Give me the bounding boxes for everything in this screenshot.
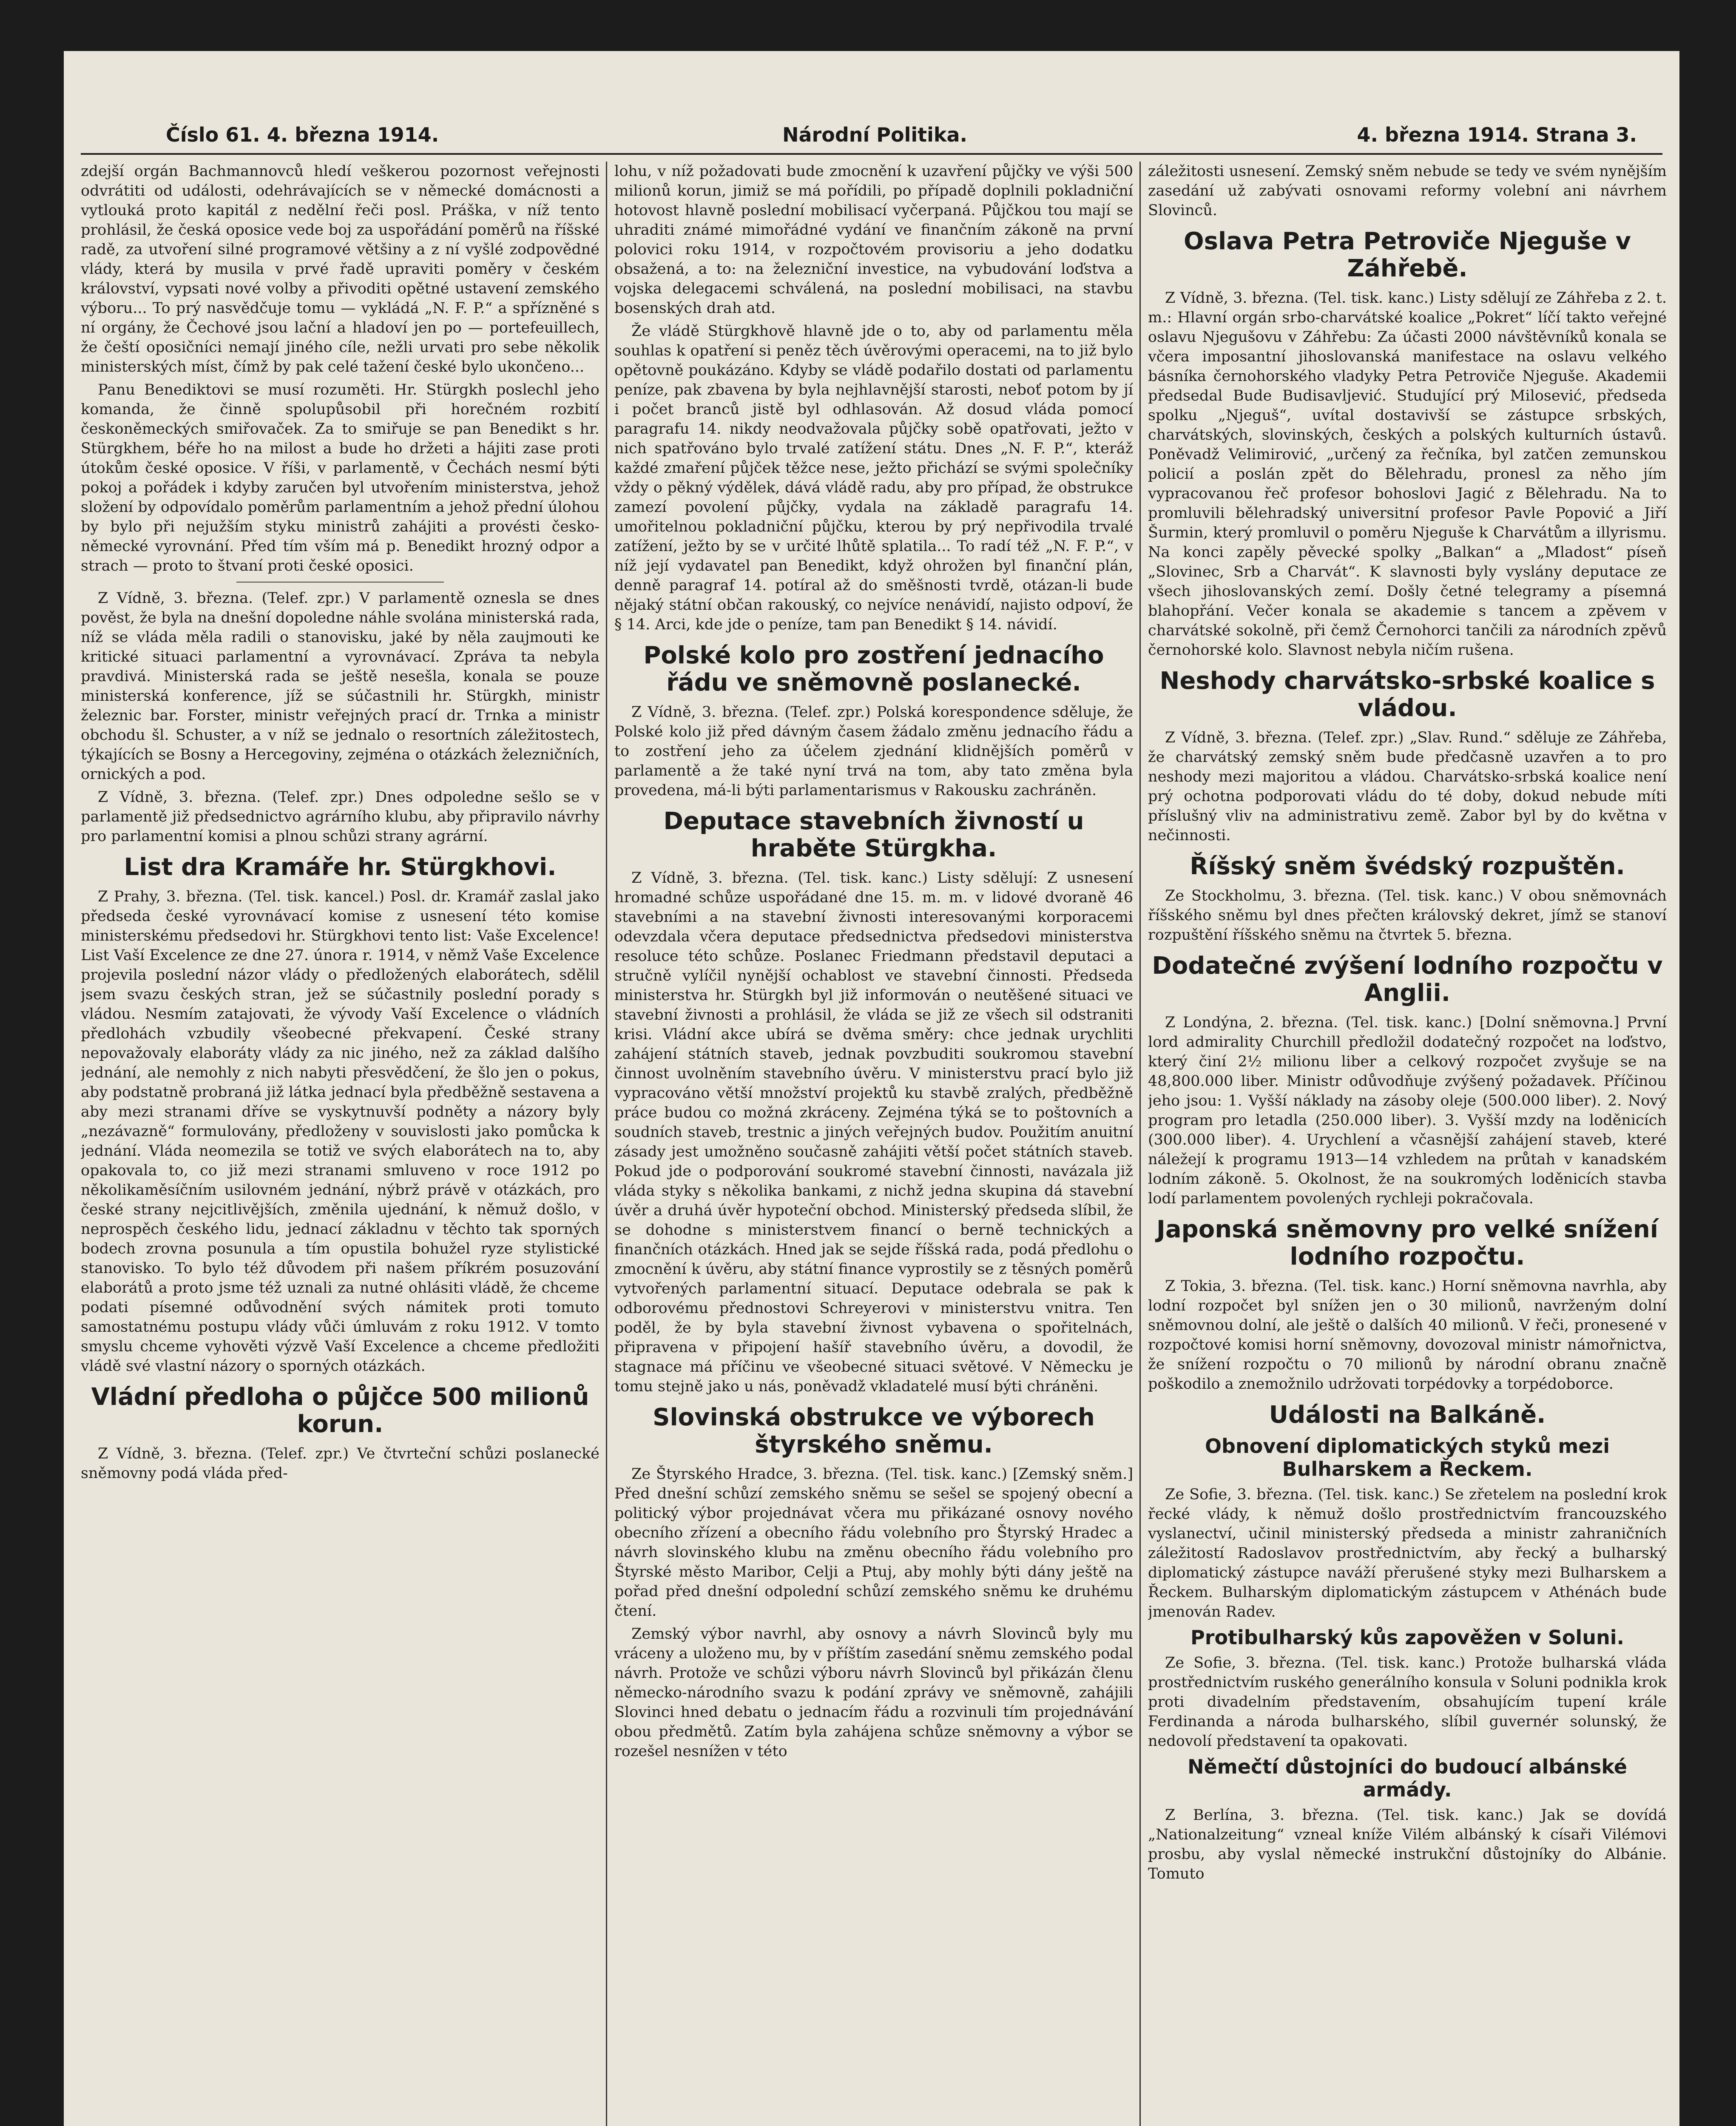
headline-japonska: Japonská sněmovny pro velké snížení lodního rozpočtu. [1156, 1216, 1658, 1270]
newspaper-page [64, 51, 1679, 2126]
headline-kramar: List dra Kramáře hr. Stürgkhovi. [124, 853, 557, 881]
headline-dodatecne: Dodatečné zvýšení lodního rozpočtu v Anglii. [1152, 952, 1663, 1007]
article-paragraph: Ze Sofie, 3. března. (Tel. tisk. kanc.) Se zřetelem na poslední krok řecké vlády, k němuž došlo prostřednictvím francouzského vyslanectví, učinil ministerský předseda a ministr zahraničních záležitostí Radoslavov prostřednictvím, aby řecký a bulharský diplomatický zástupce naváží přerušené styky mezi Bulharskem a Řeckem. Bulharským diplomatickým zástupcem v Athénách bude jmenován Radev. [1148, 1486, 1667, 1620]
headline-predloha: Vládní předloha o půjčce 500 milionů korun. [91, 1383, 589, 1438]
page-number: 4. března 1914. Strana 3. [1357, 123, 1637, 146]
newspaper-title: Národní Politika. [782, 123, 968, 146]
column-divider [606, 162, 607, 2126]
article-paragraph: Z Prahy, 3. března. (Tel. tisk. kancel.) Posl. dr. Kramář zaslal jako předseda české vyrovnávací komise z usnesení této komise ministerskému předsedovi hr. Stürgkhovi tento list: Vaše Excelence! List Vaší Excelence ze dne 27. února r. 1914, v němž Vaše Excelence projevila poslední názor vlády o předložených elaborátech, sdělil jsem svazu českých stran, jež se súčastnily poslední porady s vládou. Nesmím zatajovati, že vývody Vaší Excelence o vládních předlohách vzbudily všeobecné překvapení. České strany nepovažovaly elaboráty vlády za nic jiného, než za základ dalšího jednání, ale nemohly z nich nabyti přesvědčení, že šlo jen o pokus, aby podstatně probraná již látka jednací byla předběžně sestavena a aby mezi stranami dříve se vyskytnuvší podněty a názory byly „nezávazně“ formulovány, předloženy v souvislosti jako pomůcka k jednání. Vláda neomezila se totiž ve svých elaborátech na to, aby opakovala to, co již mezi stranami smluveno v roce 1912 po několikaměsíčním usilovném jednání, nýbrž právě v otázkách, pro české strany nejcitlivějších, změnila ujednání, k němuž došlo, v neprospěch českého lidu, jednací základnu v těchto tak sporných bodech zrovna posunula a tím opustila bohužel ryze stylistické stanovisko. To bylo též důvodem při našem příkrém posuzování elaborátů a proto jsme též uznali za nutné ohlásiti vládě, že chceme podati písemné odůvodnění svých námitek proti tomuto samostatnému postupu vlády vůči úmluvám z roku 1912. V tomto smyslu chceme vyhověti výzvě Vaší Excelence a chceme předložiti vládě své vlastní názory o sporných otázkách. [81, 888, 600, 1375]
article-paragraph: záležitosti usnesení. Zemský sněm nebude se tedy ve svém nynějším zasedání už zabývati osnovami reformy volební ani návrhem Slovinců. [1148, 163, 1667, 219]
subheadline-nemecti: Němečtí důstojníci do budoucí albánské armády. [1188, 1755, 1627, 1801]
article-paragraph: Z Vídně, 3. března. (Telef. zpr.) Polská korespondence sděluje, že Polské kolo již před dávným časem žádalo změnu jednacího řádu a to zostření jeho za účelem zjednání klidnějších poměrů v parlamentě a že také nyní trvá na tom, aby tato změna byla provedena, má-li býti parlamentarismus v Rakousku zachráněn. [614, 704, 1133, 799]
subheadline-protibulharsky: Protibulharský kůs zapověžen v Soluni. [1190, 1626, 1624, 1649]
article-paragraph: Z Vídně, 3. března. (Telef. zpr.) Ve čtvrteční schůzi poslanecké sněmovny podá vláda před- [81, 1445, 600, 1482]
headline-neshody: Neshody charvátsko-srbské koalice s vládou. [1159, 667, 1655, 722]
headline-rissky-snem: Říšský sněm švédský rozpuštěn. [1190, 853, 1625, 880]
article-paragraph: Z Vídně, 3. března. (Telef. zpr.) „Slav. Rund.“ sděluje ze Záhřeba, že charvátský zemský sněm bude předčasně uzavřen a to pro neshody mezi majoritou a vládou. Charvátsko-srbská koalice není prý ochotna podporovati vládu do té doby, dokud nebude míti příslušný vliv na administrativu země. Zabor byl by do května v nečinnosti. [1148, 729, 1667, 844]
divider [236, 582, 444, 583]
headline-udalosti: Události na Balkáně. [1269, 1401, 1546, 1429]
article-paragraph: Zemský výbor navrhl, aby osnovy a návrh Slovinců byly mu vráceny a uloženo mu, by v příštím zasedání sněmu zemského podal návrh. Protože ve schůzi výboru návrh Slovinců byl přikázán členu německo-národního svazu k podání zprávy ve sněmovně, zahájili Slovinci hned debatu o jednacím řádu a rozvinuli tím projednávání obou předmětů. Zatím byla zahájena schůze sněmovny a výbor se rozešel nesnížen v této [614, 1626, 1133, 1760]
column-1 [81, 162, 600, 2126]
article-paragraph: Z Berlína, 3. března. (Tel. tisk. kanc.) Jak se dovídá „Nationalzeitung“ vzneal kníže Vilém albánský k císaři Vilémovi prosbu, aby vyslal německé instrukční důstojníky do Albánie. Tomuto [1148, 1807, 1667, 1882]
headline-polske-kolo: Polské kolo pro zostření jednacího řádu ve sněmovně poslanecké. [643, 642, 1104, 696]
headline-slovinska: Slovinská obstrukce ve výborech štyrského sněmu. [653, 1404, 1095, 1458]
article-paragraph: Z Vídně, 3. března. (Tel. tisk. kanc.) Listy sdělují: Z usnesení hromadné schůze uspořádané dne 15. m. m. v lidové dvoraně 46 stavebními a na stavební živnosti interesovanými korporacemi odevzdala včera deputace předsednictva předsedovi ministerstva resoluce této schůze. Poslanec Friedmann představil deputaci a stručně vylíčil nynější ochablost ve stavební činnosti. Předseda ministerstva hr. Stürgkh byl již informován o neutěšené situaci ve stavební živnosti a prohlásil, že vláda se již ze všech sil odstraniti krisi. Vládní akce ubírá se dvěma směry: chce jednak urychliti zahájení státních staveb, jednak povzbuditi soukromou stavební činnost uvolněním stavebního úvěru. V ministerstvu prací bylo již vypracováno větší množství projektů ku stavbě zralých, předběžně práce budou co možná zkráceny. Zejména týká se to poštovních a soudních staveb, trestnic a jiných veřejných budov. Použitím anuitní zásady jest umožněno současně zahájiti větší počet státních staveb. Pokud jde o podporování soukromé stavební činnosti, navázala již vláda styky s několika bankami, z nichž jedna skupina dá stavební úvěr a druhá úvěr hypoteční obchod. Ministerský předseda slíbil, že se dohodne s ministerstvem financí o berně technických a finančních otázkách. Hned jak se sejde říšská rada, podá předlohu o zmocnění k úvěru, aby státní finance vyprostily se z těsných poměrů vytvořených parlamentní situací. Deputace odebrala se pak k odborovému přednostovi Schreyerovi v ministerstvu vnitra. Ten poděl, že by byla stavební živnost vybavena o spořitelnách, připravena v připojení hašíř stavebního úvěru, a dovodil, že stagnace má příčinu ve všeobecné situaci světové. V Německu je tomu stejně jako u nás, poněvadž vkladatelé musí býti chráněni. [614, 870, 1133, 1395]
article-paragraph: Z Vídně, 3. března. (Telef. zpr.) Dnes odpoledne sešlo se v parlamentě již předsednictvo agrárního klubu, aby připravilo návrhy pro parlamentní komisi a plnou schůzi strany agrární. [81, 789, 600, 845]
article-paragraph: Panu Benediktovi se musí rozuměti. Hr. Stürgkh poslechl jeho komanda, že činně spolupůsobil při horečném rozbití českoněmeckých smiřovaček. Za to smiřuje se pan Benedikt s hr. Stürgkhem, béře ho na milost a bude ho držeti a hájiti zase proti útokům české oposice. V říši, v parlamentě, v Čechách nesmí býti pokoj a pořádek i kdyby zaručen byl utvořením ministerstva, jehož složení by odpovídalo poměrům parlamentním a jehož přední úlohou by bylo při nejužším styku ministrů zahájiti a provésti česko-německé vyrovnání. Před tím vším má p. Benedikt hrozný odpor a strach — proto to štvaní proti české oposici. [81, 381, 600, 574]
column-3 [1148, 162, 1667, 2126]
issue-number: Číslo 61. 4. března 1914. [166, 123, 439, 146]
article-paragraph: Ze Štyrského Hradce, 3. března. (Tel. tisk. kanc.) [Zemský sněm.] Před dnešní schůzí zemského sněmu se sešel se spojený obecní a politický výbor projednávat včera mu přikázané osnovy nového obecního zřízení a obecního řádu volebního pro Štyrský Hradec a návrh slovinského klubu na změnu obecního řádu volebního pro Štyrské město Maribor, Celji a Ptuj, aby mohly býti dány ještě na pořad před dnešní odpolední schůzí zemského sněmu ke druhému čtení. [614, 1466, 1133, 1620]
headline-oslava: Oslava Petra Petroviče Njeguše v Záhřebě. [1184, 227, 1631, 282]
article-paragraph: zdejší orgán Bachmannovců hledí veškerou pozornost veřejnosti odvrátiti od události, odehrávajících se v německé domácnosti a vytlouká proto kapitál z nedělní řeči posl. Práška, v níž tento prohlásil, že česká oposice vede boj za uspořádání poměrů na říšské radě, za utvoření silné programové většiny a z ní vyšlé zodpovědné vlády, která by musila v prvé řadě upraviti poměry v českém království, vypsati nové volby a přivoditi opětné ustavení zemského výboru... To prý nasvědčuje tomu — vykládá „N. F. P.“ a spřízněné s ní orgány, že Čechové jsou lační a hladoví jen po — portefeuillech, že čeští oposičníci nemají jiného cíle, nežli urvati pro sebe několik ministerských míst, čímž by pak celé tažení české bylo ukončeno... [81, 163, 600, 375]
article-paragraph: Z Londýna, 2. března. (Tel. tisk. kanc.) [Dolní sněmovna.] První lord admirality Churchill předložil dodatečný rozpočet na loďstvo, který činí 2½ milionu liber a celkový rozpočet zvyšuje se na 48,800.000 liber. Ministr odůvodňuje zvýšený požadavek. Příčinou jeho jsou: 1. Vyšší náklady na zásoby oleje (500.000 liber). 2. Nový program pro letadla (250.000 liber). 3. Vyšší mzdy na loděnicích (300.000 liber). 4. Urychlení a včasnější zahájení staveb, které náležejí k programu 1913—14 vzhledem na průtah v kanadském lodním zákoně. 5. Okolnost, že na soukromých loděnicích stavba lodí parlamentem povolených rychleji pokračovala. [1148, 1014, 1667, 1207]
page-header [81, 115, 1662, 155]
article-paragraph: Z Vídně, 3. března. (Telef. zpr.) V parlamentě oznesla se dnes pověst, že byla na dnešní dopoledne náhle svolána ministerská rada, níž se vláda měla radili o stanovisku, jaké by něla zaujmouti ke kritické situaci parlamentní a vyrovnávací. Zpráva ta nebyla pravdivá. Ministerská rada se ještě nesešla, konala se pouze ministerská konference, jíž se súčastnili hr. Stürgkh, ministr železnic bar. Forster, ministr veřejných prací dr. Trnka a ministr obchodu šl. Schuster, a v níž se jednalo o resortních záležitostech, týkajících se Bosny a Hercegoviny, zejména o otázkách železničních, ornických a pod. [81, 590, 600, 783]
article-paragraph: Že vládě Stürgkhově hlavně jde o to, aby od parlamentu měla souhlas k opatření si peněz těch úvěrovými operacemi, na to již bylo opětovně poukázáno. Kdyby se vládě podařilo dostati od parlamentu peníze, pak zbavena by byla nejhlavnější starosti, neboť potom by jí i počet branců jistě byl odhlasován. Až dosud vláda pomocí paragrafu 14. nikdy neodvažovala půjčky sobě opatřovati, ježto v nich spatřováno bylo trvalé zatížení státu. Dnes „N. F. P.“, kteráž každé zmaření půjček těžce nese, ježto přichází se svými společníky vždy o pěkný výdělek, dává vládě radu, aby pro případ, že obstrukce zamezí povolení půjčky, vydala na základě paragrafu 14. umořitelnou pokladniční půjčku, kterou by prý nepřivodila trvalé zatížení, ježto by se v určité lhůtě splatila... To radí též „N. F. P.“, v níž její vydavatel pan Benedikt, když ohrožen byl finanční plán, denně paragraf 14. potíral až do směšnosti tvrdě, otázan-li bude nějaký státní občan rakouský, co nejvíce nenávidí, najisto odpoví, že § 14. Arci, kde jde o peníze, tam pan Benedikt § 14. návidí. [614, 323, 1133, 633]
headline-deputace: Deputace stavebních živností u hraběte Stürgkha. [663, 807, 1084, 862]
subheadline-obnoveni: Obnovení diplomatických styků mezi Bulharskem a Řeckem. [1205, 1435, 1610, 1481]
article-paragraph: Ze Sofie, 3. března. (Tel. tisk. kanc.) Protože bulharská vláda prostřednictvím ruského generálního konsula v Soluni podnikla krok proti divadelním představením, obsahujícím tupení krále Ferdinanda a národa bulharského, slíbil guvernér solunský, že nedovolí představení ta opakovati. [1148, 1654, 1667, 1750]
article-paragraph: Z Tokia, 3. března. (Tel. tisk. kanc.) Horní sněmovna navrhla, aby lodní rozpočet byl snížen jen o 30 milionů, navrženým dolní sněmovnou dolní, ale ještě o dalších 40 milionů. V řeči, pronesené v rozpočtové komisi horní sněmovny, dovozoval ministr námořnictva, že snížení rozpočtu o 70 milionů by národní obranu značně poškodilo a znemožnilo udržovati torpédovky a torpédoborce. [1148, 1278, 1667, 1393]
column-divider [1139, 162, 1141, 2126]
article-paragraph: lohu, v níž požadovati bude zmocnění k uzavření půjčky ve výši 500 milionů korun, jimiž se má pořídili, po případě doplnili pokladniční hotovost hlavně poslední mobilisací vyčerpaná. Půjčkou tou mají se uhraditi známé mimořádné vydání ve finančním zákoně na první polovici roku 1914, v rozpočtovém provisoriu a jeho dodatku obsažená, a to: na železniční investice, na vybudování loďstva a vojska delegacemi schválená, na poslední mobilisaci, na stavbu bosenských drah atd. [614, 163, 1133, 317]
article-paragraph: Z Vídně, 3. března. (Tel. tisk. kanc.) Listy sdělují ze Záhřeba z 2. t. m.: Hlavní orgán srbo-charvátské koalice „Pokret“ líčí takto veřejné oslavu Njegušovu v Záhřebu: Za účasti 2000 návštěvníků konala se včera imposantní jihoslovanská manifestace na oslavu velkého básníka černohorského vladyky Petra Petroviče Njeguše. Akademii předsedal Bude Budisavljević. Studující prý Milosević, předseda spolku „Njeguš“, uvítal dostavivší se zástupce srbských, charvátských, slovinských, českých a polských kulturních ústavů. Poněvadž Velimirović, „určený za řečníka, byl zatčen zemunskou policií a poslán zpět do Bělehradu, pronesl za něho jím vypracovanou řeč profesor bohoslovi Jagić z Bělehradu. Na to promluvili bělehradský universitní profesor Pavle Popović a Jiří Šurmin, který promluvil o poměru Njeguše k Charvátům a illyrismu. Na konci zapěly pěvecké spolky „Balkan“ a „Mladost“ píseň „Slovinec, Srb a Charvát“. K slavnosti byly vyslány deputace ze všech jihoslovanských zemí. Došly četné telegramy a písemná blahopřání. Večer konala se akademie s tancem a zpěvem v charvátské sokolně, při čemž Černohorci tančili za národních zpěvů černohorské kolo. Slavnost nebyla ničím rušena. [1148, 290, 1667, 659]
article-paragraph: Ze Stockholmu, 3. března. (Tel. tisk. kanc.) V obou sněmovnách říšského sněmu byl dnes přečten královský dekret, jímž se stanoví rozpuštění říšského sněmu na čtvrtek 5. března. [1148, 887, 1667, 944]
column-2 [614, 162, 1133, 2126]
